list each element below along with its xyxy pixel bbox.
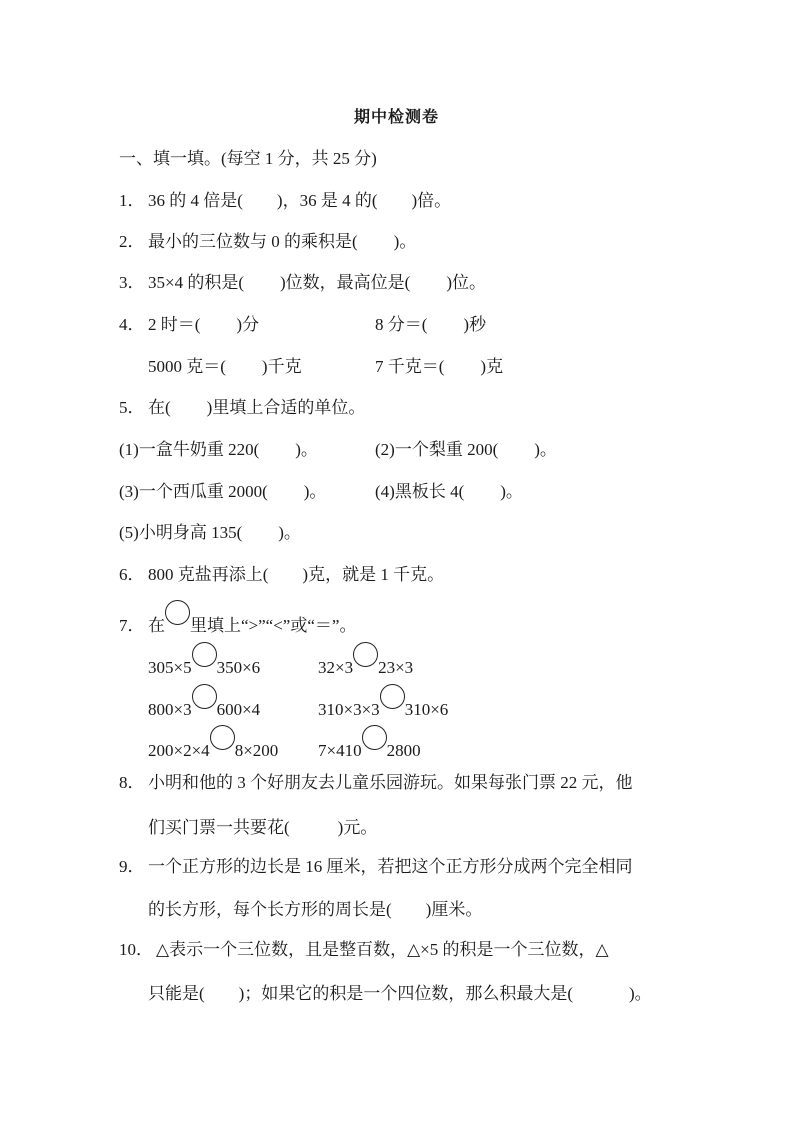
compare-right: 8×200 [234, 741, 279, 760]
question-text: 在 [148, 616, 165, 635]
question-text: (1)一盒牛奶重 220( [119, 440, 260, 459]
question-1 [119, 189, 451, 213]
compare-left: 310×3×3 [318, 700, 380, 719]
question-text: )。 [629, 984, 652, 1003]
question-text: (5)小明身高 135( [119, 523, 243, 542]
question-text: (4)黑板长 4( [375, 482, 465, 501]
compare-item-3 [148, 692, 260, 722]
question-9-line-2 [148, 898, 482, 922]
answer-circle[interactable] [380, 684, 405, 709]
question-text: 们买门票一共要花( [148, 818, 290, 837]
question-number: 7． [119, 616, 145, 635]
question-4 [119, 313, 259, 337]
answer-circle[interactable] [353, 642, 378, 667]
question-text: )里填上合适的单位。 [206, 398, 366, 417]
compare-left: 200×2×4 [148, 741, 210, 760]
compare-left: 800×3 [148, 700, 192, 719]
question-text: 在( [148, 398, 171, 417]
compare-right: 350×6 [216, 658, 261, 677]
question-text: 里填上“>”“<”或“＝”。 [190, 616, 357, 635]
question-text: 小明和他的 3 个好朋友去儿童乐园游玩。如果每张门票 22 元，他 [148, 773, 633, 792]
question-text: )；如果它的积是一个四位数，那么积最大是( [238, 984, 573, 1003]
question-7 [119, 608, 356, 638]
compare-left: 7×410 [318, 741, 362, 760]
question-number: 2． [119, 232, 145, 251]
question-text: )。 [278, 523, 301, 542]
question-text: △表示一个三位数，且是整百数，△×5 的积是一个三位数，△ [156, 940, 609, 959]
compare-item-2 [318, 650, 413, 680]
question-5-item-2 [375, 438, 557, 462]
question-text: )位数，最高位是( [280, 273, 411, 292]
compare-item-1 [148, 650, 260, 680]
question-5-item-4 [375, 480, 523, 504]
question-4-item-3 [148, 355, 302, 379]
question-4-item-2 [375, 313, 486, 337]
question-number: 6． [119, 565, 145, 584]
question-10-line-2 [148, 982, 652, 1006]
question-text: )分 [236, 315, 260, 334]
question-text: 7 千克＝( [375, 357, 445, 376]
question-text: )。 [303, 482, 327, 501]
question-number: 5． [119, 398, 145, 417]
compare-right: 310×6 [404, 700, 449, 719]
question-5 [119, 396, 365, 420]
compare-item-5 [148, 733, 278, 763]
question-text: 800 克盐再添上( [148, 565, 269, 584]
question-text: (2)一个梨重 200( [375, 440, 499, 459]
compare-item-4 [318, 692, 448, 722]
compare-right: 2800 [386, 741, 421, 760]
question-text: )厘米。 [425, 900, 483, 919]
question-text: 的长方形，每个长方形的周长是( [148, 900, 392, 919]
question-text: )克 [480, 357, 504, 376]
question-text: )倍。 [411, 191, 452, 210]
answer-circle[interactable] [165, 600, 190, 625]
page-title: 期中检测卷 [353, 107, 439, 126]
question-5-item-1 [119, 438, 318, 462]
compare-right: 23×3 [378, 658, 414, 677]
answer-circle[interactable] [192, 642, 217, 667]
question-number: 9． [119, 857, 145, 876]
section-heading: 一、填一填。(每空 1 分，共 25 分) [119, 149, 377, 168]
question-text: 只能是( [148, 984, 205, 1003]
question-text: )位。 [446, 273, 486, 292]
question-text: )。 [534, 440, 557, 459]
question-4-item-4 [375, 355, 503, 379]
answer-circle[interactable] [192, 684, 217, 709]
question-text: 最小的三位数与 0 的乘积是( [148, 232, 358, 251]
question-8 [119, 771, 633, 795]
question-6 [119, 563, 444, 587]
question-2 [119, 230, 416, 254]
question-5-item-3 [119, 480, 326, 504]
question-number: 1． [119, 191, 145, 210]
question-text: )秒 [463, 315, 487, 334]
question-number: 4． [119, 315, 145, 334]
question-text: 36 的 4 倍是( [148, 191, 243, 210]
question-number: 10． [119, 940, 153, 959]
question-text: )千克 [261, 357, 302, 376]
question-text: 35×4 的积是( [148, 273, 244, 292]
question-text: 8 分＝( [375, 315, 428, 334]
question-text: (3)一个西瓜重 2000( [119, 482, 268, 501]
compare-left: 305×5 [148, 658, 192, 677]
question-9 [119, 855, 633, 879]
question-text: )。 [295, 440, 318, 459]
question-text: )克，就是 1 千克。 [302, 565, 445, 584]
question-text: )，36 是 4 的( [276, 191, 378, 210]
question-text: )。 [393, 232, 417, 251]
question-text: 5000 克＝( [148, 357, 226, 376]
question-text: )元。 [337, 818, 378, 837]
answer-circle[interactable] [362, 725, 387, 750]
question-text: )。 [500, 482, 523, 501]
compare-left: 32×3 [318, 658, 354, 677]
question-text: 2 时＝( [148, 315, 201, 334]
question-number: 8． [119, 773, 145, 792]
question-8-line-2 [148, 816, 377, 840]
answer-circle[interactable] [210, 725, 235, 750]
question-10 [119, 938, 609, 962]
question-text: 一个正方形的边长是 16 厘米，若把这个正方形分成两个完全相同 [148, 857, 633, 876]
question-5-item-5 [119, 521, 301, 545]
compare-item-6 [318, 733, 421, 763]
question-number: 3． [119, 273, 145, 292]
compare-right: 600×4 [216, 700, 261, 719]
question-3 [119, 271, 486, 295]
